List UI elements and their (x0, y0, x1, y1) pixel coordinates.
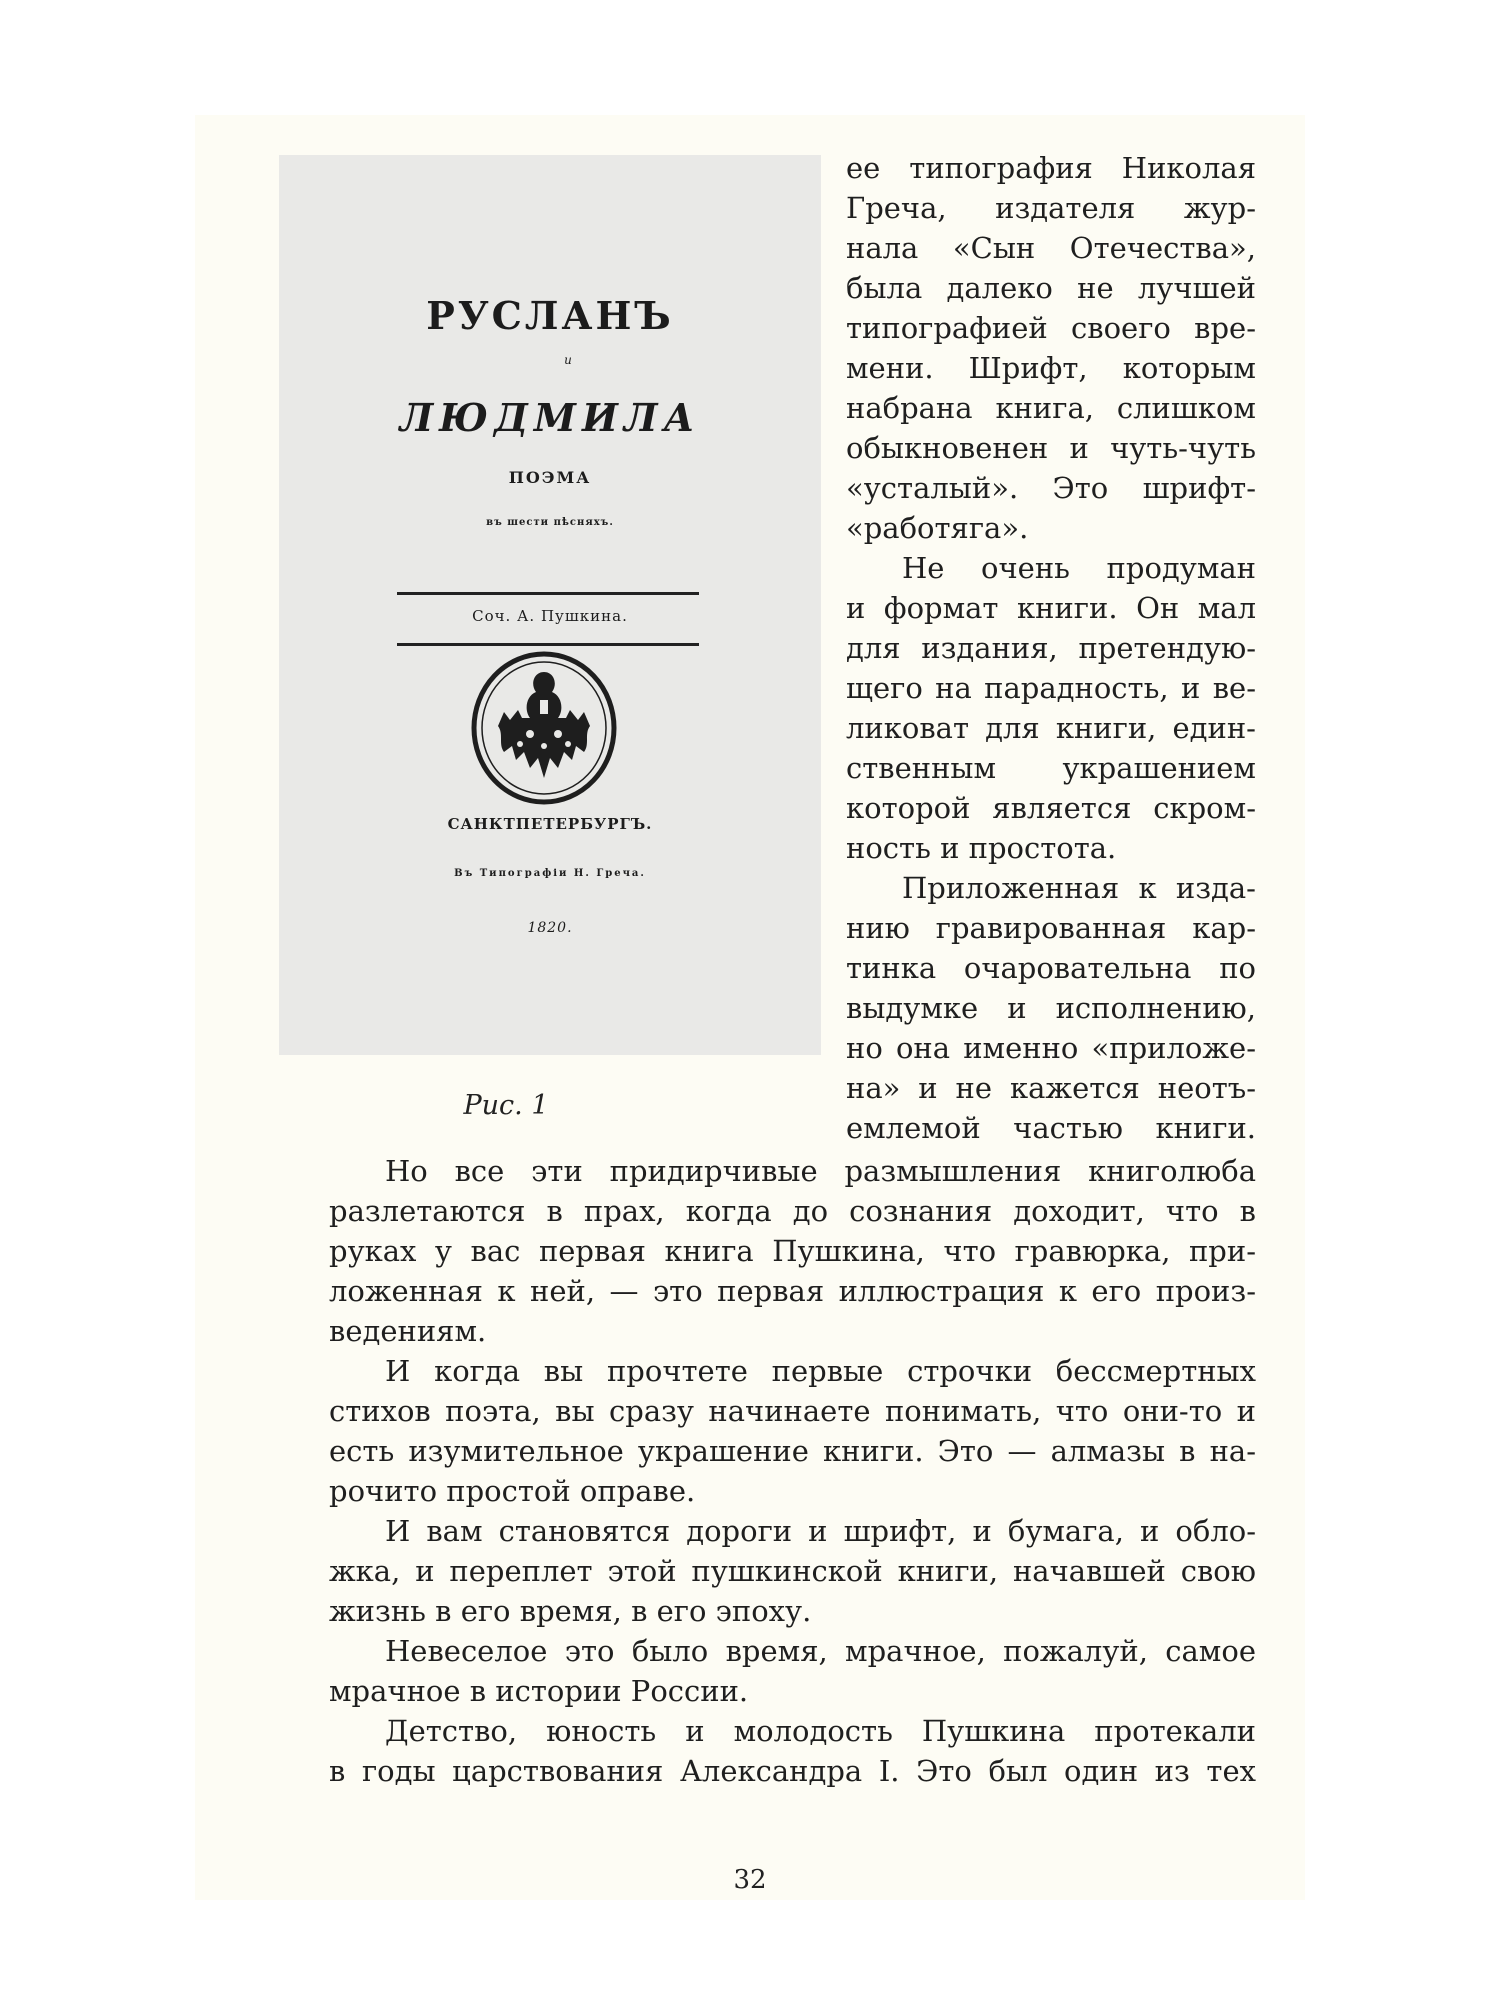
text-line: Детство, юность и молодость Пушкина протекали (385, 1714, 1256, 1748)
text-line: ложенная к ней, — это первая иллюстрация к его произ- (329, 1274, 1256, 1308)
figure-subtitle: ПОЭМА (508, 468, 592, 487)
text-line: жизнь в его время, в его эпоху. (329, 1594, 812, 1628)
figure-title-and: и (564, 353, 572, 367)
text-line: «работяга». (846, 511, 1029, 545)
text-line: нала «Сын Отечества», (846, 231, 1256, 265)
text-line: жка, и переплет этой пушкинской книги, начавшей свою (329, 1554, 1256, 1588)
text-line: «усталый». Это шрифт- (846, 471, 1256, 505)
figure-caption: Рис. 1 (463, 1090, 549, 1121)
text-line: в годы царствования Александра I. Это был один из тех (329, 1754, 1256, 1788)
text-line: Греча, издателя жур- (846, 191, 1256, 225)
text-line: есть изумительное украшение книги. Это — алмазы в на- (329, 1434, 1256, 1468)
text-line: ликоват для книги, един- (846, 711, 1256, 745)
text-line: И когда вы прочтете первые строчки бессмертных (385, 1354, 1256, 1388)
figure-press: Въ Типографіи Н. Греча. (454, 868, 646, 879)
text-line: Невеселое это было время, мрачное, пожалуй, самое (385, 1634, 1256, 1668)
text-line: обыкновенен и чуть-чуть (846, 431, 1256, 465)
text-line: тинка очаровательна по (846, 951, 1256, 985)
text-line: мени. Шрифт, которым (846, 351, 1256, 385)
text-line: ведениям. (329, 1314, 487, 1348)
text-line: но она именно «приложе- (846, 1031, 1256, 1065)
page-number: 32 (733, 1865, 767, 1895)
book-page (195, 115, 1305, 1900)
figure-rule-bottom (397, 643, 699, 646)
figure-city: САНКТПЕТЕРБУРГЪ. (447, 815, 653, 833)
text-line: ность и простота. (846, 831, 1117, 865)
text-line: набрана книга, слишком (846, 391, 1256, 425)
text-line: нию гравированная кар- (846, 911, 1256, 945)
text-line: ственным украшением (846, 751, 1256, 785)
text-line: для издания, претендую- (846, 631, 1256, 665)
text-line: щего на парадность, и ве- (846, 671, 1256, 705)
text-line: Не очень продуман (902, 551, 1256, 585)
text-line: мрачное в истории России. (329, 1674, 749, 1708)
text-line: Но все эти придирчивые размышления книголюба (385, 1154, 1256, 1188)
right-column-text (846, 148, 1256, 1148)
figure-title-line1: РУСЛАНЪ (426, 293, 674, 338)
text-line: стихов поэта, вы сразу начинаете понимать, что они-то и (329, 1394, 1256, 1428)
text-line: типографией своего вре- (846, 311, 1256, 345)
text-line: на» и не кажется неотъ- (846, 1071, 1256, 1105)
text-line: которой является скром- (846, 791, 1256, 825)
text-line: И вам становятся дороги и шрифт, и бумага, и обло- (385, 1514, 1256, 1548)
text-line: руках у вас первая книга Пушкина, что гравюрка, при- (329, 1234, 1256, 1268)
text-line: была далеко не лучшей (846, 271, 1256, 305)
text-line: выдумке и исполнению, (846, 991, 1256, 1025)
vignette-seal-icon (464, 648, 624, 808)
figure-title-line2: ЛЮДМИЛА (399, 395, 701, 440)
text-line: ее типография Николая (846, 151, 1256, 185)
figure-author: Соч. А. Пушкина. (472, 607, 628, 625)
figure-rule-top (397, 592, 699, 595)
text-line: разлетаются в прах, когда до сознания доходит, что в (329, 1194, 1256, 1228)
full-width-text (329, 1151, 1256, 1791)
text-line: и формат книги. Он мал (846, 591, 1256, 625)
title-page-figure (279, 155, 821, 1055)
text-line: Приложенная к изда- (902, 871, 1256, 905)
text-line: емлемой частью книги. (846, 1111, 1256, 1145)
text-line: рочито простой оправе. (329, 1474, 696, 1508)
figure-cantos: въ шести пѣсняхъ. (486, 517, 614, 528)
figure-year: 1820. (527, 920, 573, 936)
